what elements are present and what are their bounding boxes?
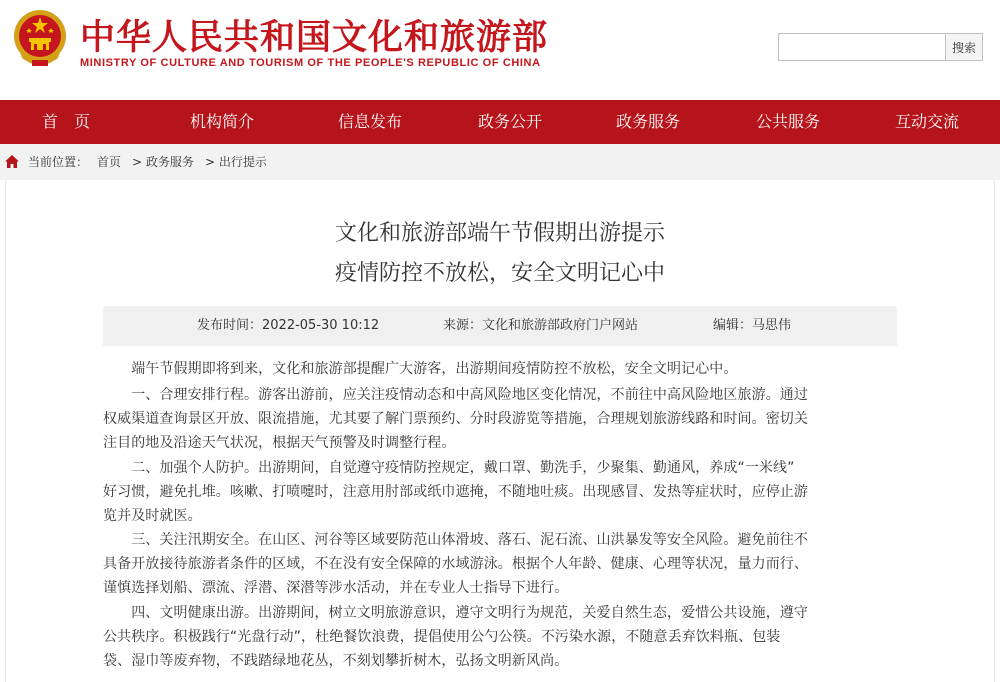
- home-icon: [5, 155, 19, 168]
- site-title[interactable]: 中华人民共和国文化和旅游部: [80, 18, 549, 58]
- article-line: 具备开放接待旅游者条件的区域，不在没有安全保障的水域游泳。根据个人年龄、健康、心理等状况，量力而行、: [103, 556, 808, 572]
- site-subtitle: MINISTRY OF CULTURE AND TOURISM OF THE PEOPLE'S REPUBLIC OF CHINA: [80, 57, 541, 69]
- article-line: 四、文明健康出游。出游期间，树立文明旅游意识，遵守文明行为规范，关爱自然生态，爱惜公共设施，遵守: [103, 605, 808, 621]
- article-line: 端午节假期即将到来，文化和旅游部提醒广大游客，出游期间疫情防控不放松，安全文明记心中。: [103, 361, 738, 377]
- nav-item-news[interactable]: 信息发布: [337, 112, 403, 131]
- article-line: 谨慎选择划船、漂流、浮潜、深潜等涉水活动，并在专业人士指导下进行。: [103, 580, 569, 596]
- national-emblem-icon[interactable]: [12, 8, 68, 70]
- breadcrumb-label: 当前位置：: [28, 155, 89, 169]
- article-line: 权威渠道查询景区开放、限流措施，尤其要了解门票预约、分时段游览等措施，合理规划旅游线路和时间。密切关: [103, 411, 808, 427]
- nav-item-gov-services[interactable]: 政务服务: [615, 112, 681, 131]
- breadcrumb-home[interactable]: 首页: [97, 155, 122, 169]
- publish-time: 发布时间：2022-05-30 10:12: [197, 318, 380, 333]
- site-header: [0, 0, 1000, 100]
- article-line: 袋、湿巾等废弃物，不践踏绿地花丛，不刻划攀折树木，弘扬文明新风尚。: [103, 653, 569, 669]
- nav-item-home[interactable]: 首 页: [41, 112, 91, 131]
- main-nav: [0, 100, 1000, 144]
- breadcrumb-gov-services[interactable]: > 政务服务: [132, 155, 194, 169]
- article-line: 注目的地及沿途天气状况，根据天气预警及时调整行程。: [103, 435, 456, 451]
- article-subtitle: 疫情防控不放松，安全文明记心中: [334, 261, 665, 286]
- article-line: 二、加强个人防护。出游期间，自觉遵守疫情防控规定，戴口罩、勤洗手，少聚集、勤通风，养成“一米线”: [103, 460, 795, 476]
- nav-item-gov-info[interactable]: 政务公开: [477, 112, 543, 131]
- nav-item-public-services[interactable]: 公共服务: [755, 112, 821, 131]
- breadcrumb: [0, 144, 1000, 180]
- search-button[interactable]: 搜索: [945, 33, 983, 61]
- breadcrumb-travel-tips[interactable]: > 出行提示: [205, 155, 267, 169]
- article-meta: [103, 306, 897, 346]
- nav-item-about[interactable]: 机构简介: [189, 112, 255, 131]
- article-line: 好习惯，避免扎堆。咳嗽、打喷嚏时，注意用肘部或纸巾遮掩，不随地吐痰。出现感冒、发热等症状时，应停止游: [103, 484, 808, 500]
- article-line: 公共秩序。积极践行“光盘行动”，杜绝餐饮浪费，提倡使用公勺公筷。不污染水源，不随意丢弃饮料瓶、包装: [103, 629, 781, 645]
- search-input[interactable]: [778, 33, 946, 61]
- article-line: 览并及时就医。: [103, 508, 202, 524]
- article-title: 文化和旅游部端午节假期出游提示: [334, 221, 665, 246]
- article-line: 一、合理安排行程。游客出游前，应关注疫情动态和中高风险地区变化情况，不前往中高风险地区旅游。通过: [103, 387, 808, 403]
- article-editor: 编辑：马思伟: [713, 318, 792, 333]
- nav-item-interaction[interactable]: 互动交流: [894, 112, 960, 131]
- article-source: 来源：文化和旅游部政府门户网站: [443, 318, 639, 333]
- article-line: 三、关注汛期安全。在山区、河谷等区域要防范山体滑坡、落石、泥石流、山洪暴发等安全风险。避免前往不: [103, 532, 808, 548]
